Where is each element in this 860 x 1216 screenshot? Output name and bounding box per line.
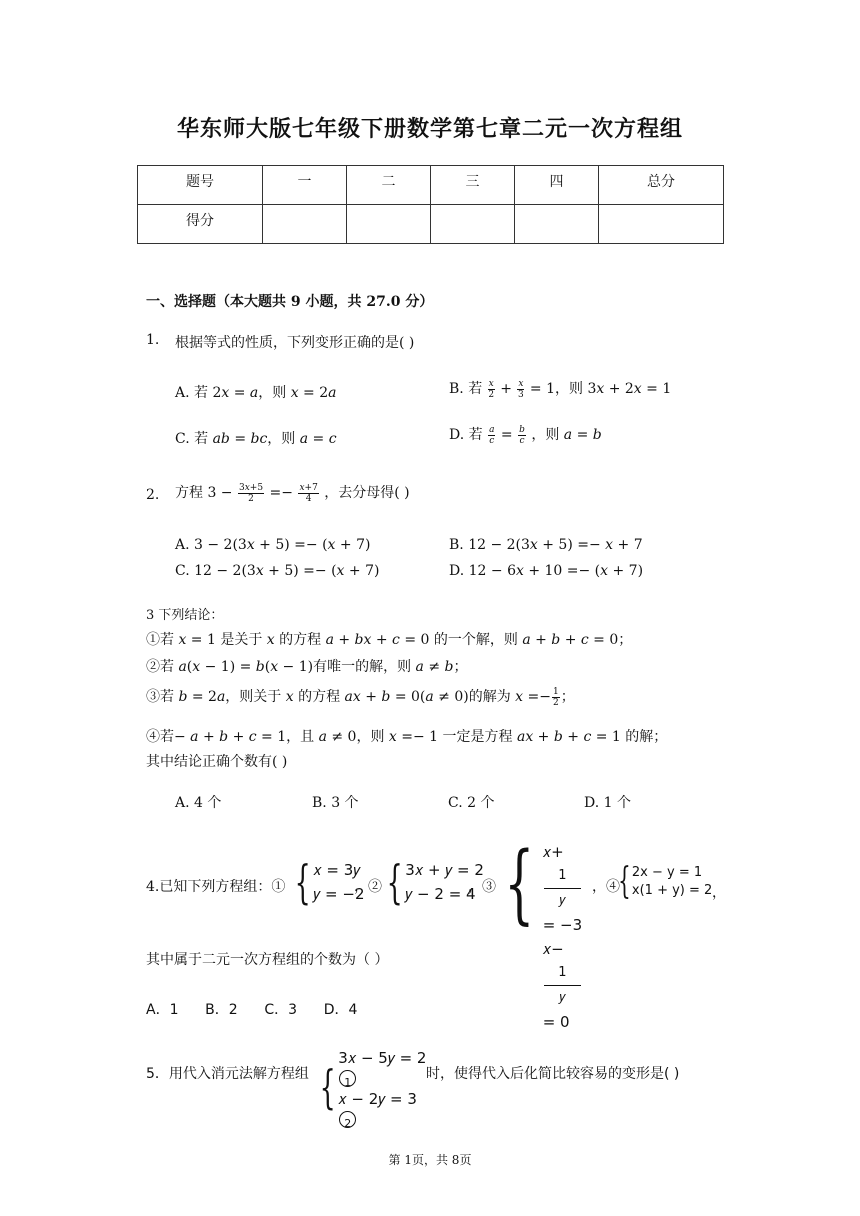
- option-d-label: D. 若: [449, 427, 483, 443]
- equation: [543, 937, 582, 1034]
- equals-sign: =: [500, 427, 513, 443]
- fraction: [544, 961, 581, 1010]
- brace-icon: {: [618, 861, 631, 902]
- option-c: C. 2 个: [448, 795, 495, 811]
- document-title: 华东师大版七年级下册数学第七章二元一次方程组: [176, 117, 683, 142]
- statement-part: ③若 𝑏 = 2𝑎，则关于 𝑥 的方程 𝑎𝑥 + 𝑏 = 0(𝑎 ≠ 0)的解为 𝑥 =−: [146, 689, 551, 705]
- numerator: 3𝑥+5: [239, 482, 264, 493]
- brace-icon: {: [294, 855, 311, 909]
- fraction: [517, 379, 524, 400]
- stem-part: ，去分母得( ): [324, 485, 410, 501]
- denominator: 2: [552, 697, 559, 708]
- question-stem: [175, 482, 410, 504]
- equation: x(1 + y) = 2: [631, 883, 713, 898]
- q4-prefix: 4.已知下列方程组：①: [146, 879, 286, 895]
- separator: ，②: [354, 879, 382, 895]
- equation-system-3: [496, 834, 583, 1031]
- statement-5: 其中结论正确个数有( ): [146, 754, 288, 770]
- denominator: 2: [488, 389, 495, 400]
- equation-part: 3𝑥 − 5𝑦 = 2: [338, 1049, 427, 1067]
- score-input-cell[interactable]: [515, 205, 599, 244]
- option-a: A. 若 2𝑥 = 𝑎，则 𝑥 = 2𝑎: [175, 385, 337, 401]
- option-d: [449, 424, 602, 446]
- denominator: 4: [305, 493, 312, 504]
- equation-part: 𝑥+: [542, 843, 564, 861]
- equation-part: = −3: [542, 916, 583, 934]
- q5-suffix: 时，使得代入后化简比较容易的变形是( ): [426, 1066, 680, 1082]
- denominator: 3: [518, 389, 524, 400]
- equation: 𝑥 = 3𝑦: [313, 861, 361, 879]
- system-rows: [338, 1046, 426, 1128]
- numerator: 1: [544, 864, 581, 889]
- numerator: 1: [552, 686, 559, 697]
- fraction: [488, 379, 495, 400]
- equation-part: 𝑥−: [542, 940, 564, 958]
- separator: ，③: [468, 879, 496, 895]
- option-b: [449, 378, 671, 400]
- fraction: [544, 864, 581, 913]
- option-c: C. 若 𝑎𝑏 = 𝑏𝑐，则 𝑎 = 𝑐: [175, 431, 337, 447]
- option-b-label: B. 若: [449, 381, 483, 397]
- option-b: B. 12 − 2(3𝑥 + 5) =− 𝑥 + 7: [449, 537, 643, 553]
- table-cell: 总分: [599, 166, 724, 205]
- table-cell: 四: [515, 166, 599, 205]
- option-b-tail: ，则 3𝑥 + 2𝑥 = 1: [555, 381, 672, 397]
- separator: ，: [712, 885, 726, 901]
- circled-number: 2: [339, 1111, 356, 1128]
- page-footer: 第 1页，共 8页: [388, 1153, 472, 1167]
- numerator: 𝑥: [518, 378, 524, 389]
- fraction: [238, 483, 264, 504]
- option-c: C. 12 − 2(3𝑥 + 5) =− (𝑥 + 7): [175, 563, 380, 579]
- section-heading: 一、选择题（本大题共 9 小题，共 27.0 分）: [146, 294, 434, 310]
- q5-prefix: 5．用代入消元法解方程组: [146, 1066, 309, 1082]
- table-row: [138, 166, 724, 205]
- brace-icon: {: [386, 855, 403, 909]
- fraction: [518, 425, 526, 446]
- equation: [338, 1087, 426, 1128]
- denominator: 𝑐: [489, 435, 495, 446]
- option-b: B. 3 个: [312, 795, 359, 811]
- option-d: D. 1 个: [584, 795, 631, 811]
- numerator: 𝑏: [519, 424, 525, 435]
- equation-system-4: [617, 861, 713, 902]
- table-cell: 一: [263, 166, 347, 205]
- fraction: [552, 687, 560, 708]
- equation-system-5: [317, 1046, 426, 1128]
- system-rows: [542, 840, 583, 1031]
- option-d-tail: ，则 𝑎 = 𝑏: [531, 427, 602, 443]
- equals-one: = 1: [529, 381, 555, 397]
- question-number: 2.: [146, 487, 160, 503]
- statement-1: ①若 𝑥 = 1 是关于 𝑥 的方程 𝑎 + 𝑏𝑥 + 𝑐 = 0 的一个解，则 𝑎 + 𝑏 + 𝑐 = 0；: [146, 632, 633, 648]
- equation: 3𝑥 + 𝑦 = 2: [405, 861, 484, 879]
- table-cell: 得分: [138, 205, 263, 244]
- separator: ，④: [592, 879, 620, 895]
- numerator: 𝑎: [489, 424, 495, 435]
- statement-4: ④若− 𝑎 + 𝑏 + 𝑐 = 1，且 𝑎 ≠ 0，则 𝑥 =− 1 一定是方程 𝑎𝑥 + 𝑏 + 𝑐 = 1 的解；: [146, 729, 668, 745]
- denominator: 𝑦: [559, 893, 566, 908]
- equation: [543, 840, 582, 937]
- question-intro: 3 下列结论：: [146, 608, 224, 623]
- denominator: 𝑐: [519, 435, 525, 446]
- stem-part: =−: [269, 485, 293, 501]
- statement-3: [146, 686, 575, 708]
- equation: [338, 1046, 426, 1087]
- statement-part: ；: [560, 689, 575, 705]
- score-table: [137, 165, 724, 244]
- system-rows: [632, 864, 712, 900]
- score-input-cell[interactable]: [263, 205, 347, 244]
- table-cell: 三: [431, 166, 515, 205]
- equation: 𝑦 = −2: [313, 885, 365, 903]
- equation: 𝑦 − 2 = 4: [405, 885, 476, 903]
- denominator: 𝑦: [559, 990, 566, 1005]
- score-input-cell[interactable]: [431, 205, 515, 244]
- option-a: A. 4 个: [175, 795, 222, 811]
- score-input-cell[interactable]: [599, 205, 724, 244]
- brace-icon: {: [504, 834, 535, 934]
- numerator: 𝑥+7: [299, 482, 318, 493]
- table-row: [138, 205, 724, 244]
- q4-question: 其中属于二元一次方程组的个数为（ ）: [146, 952, 389, 968]
- circled-number: 1: [339, 1070, 356, 1087]
- brace-icon: {: [319, 1060, 336, 1114]
- table-cell: 题号: [138, 166, 263, 205]
- fraction: [488, 425, 495, 446]
- option-d: D. 12 − 6𝑥 + 10 =− (𝑥 + 7): [449, 563, 644, 579]
- statement-2: ②若 𝑎(𝑥 − 1) = 𝑏(𝑥 − 1)有唯一的解，则 𝑎 ≠ 𝑏；: [146, 659, 468, 675]
- table-cell: 二: [347, 166, 431, 205]
- stem-part: 方程 3 −: [175, 485, 233, 501]
- denominator: 2: [248, 493, 254, 504]
- numerator: 1: [544, 961, 581, 986]
- equation-part: = 0: [542, 1013, 570, 1031]
- fraction: [298, 483, 318, 504]
- score-input-cell[interactable]: [347, 205, 431, 244]
- question-number: 1.: [146, 332, 160, 348]
- equation-part: 𝑥 − 2𝑦 = 3: [338, 1090, 417, 1108]
- question-stem: 根据等式的性质，下列变形正确的是( ): [175, 335, 415, 351]
- equation: 2x − y = 1: [631, 865, 703, 880]
- plus-sign: +: [500, 381, 512, 397]
- numerator: 𝑥: [488, 378, 494, 389]
- q4-options: A．1 B．2 C．3 D．4: [146, 1002, 358, 1018]
- option-a: A. 3 − 2(3𝑥 + 5) =− (𝑥 + 7): [175, 537, 371, 553]
